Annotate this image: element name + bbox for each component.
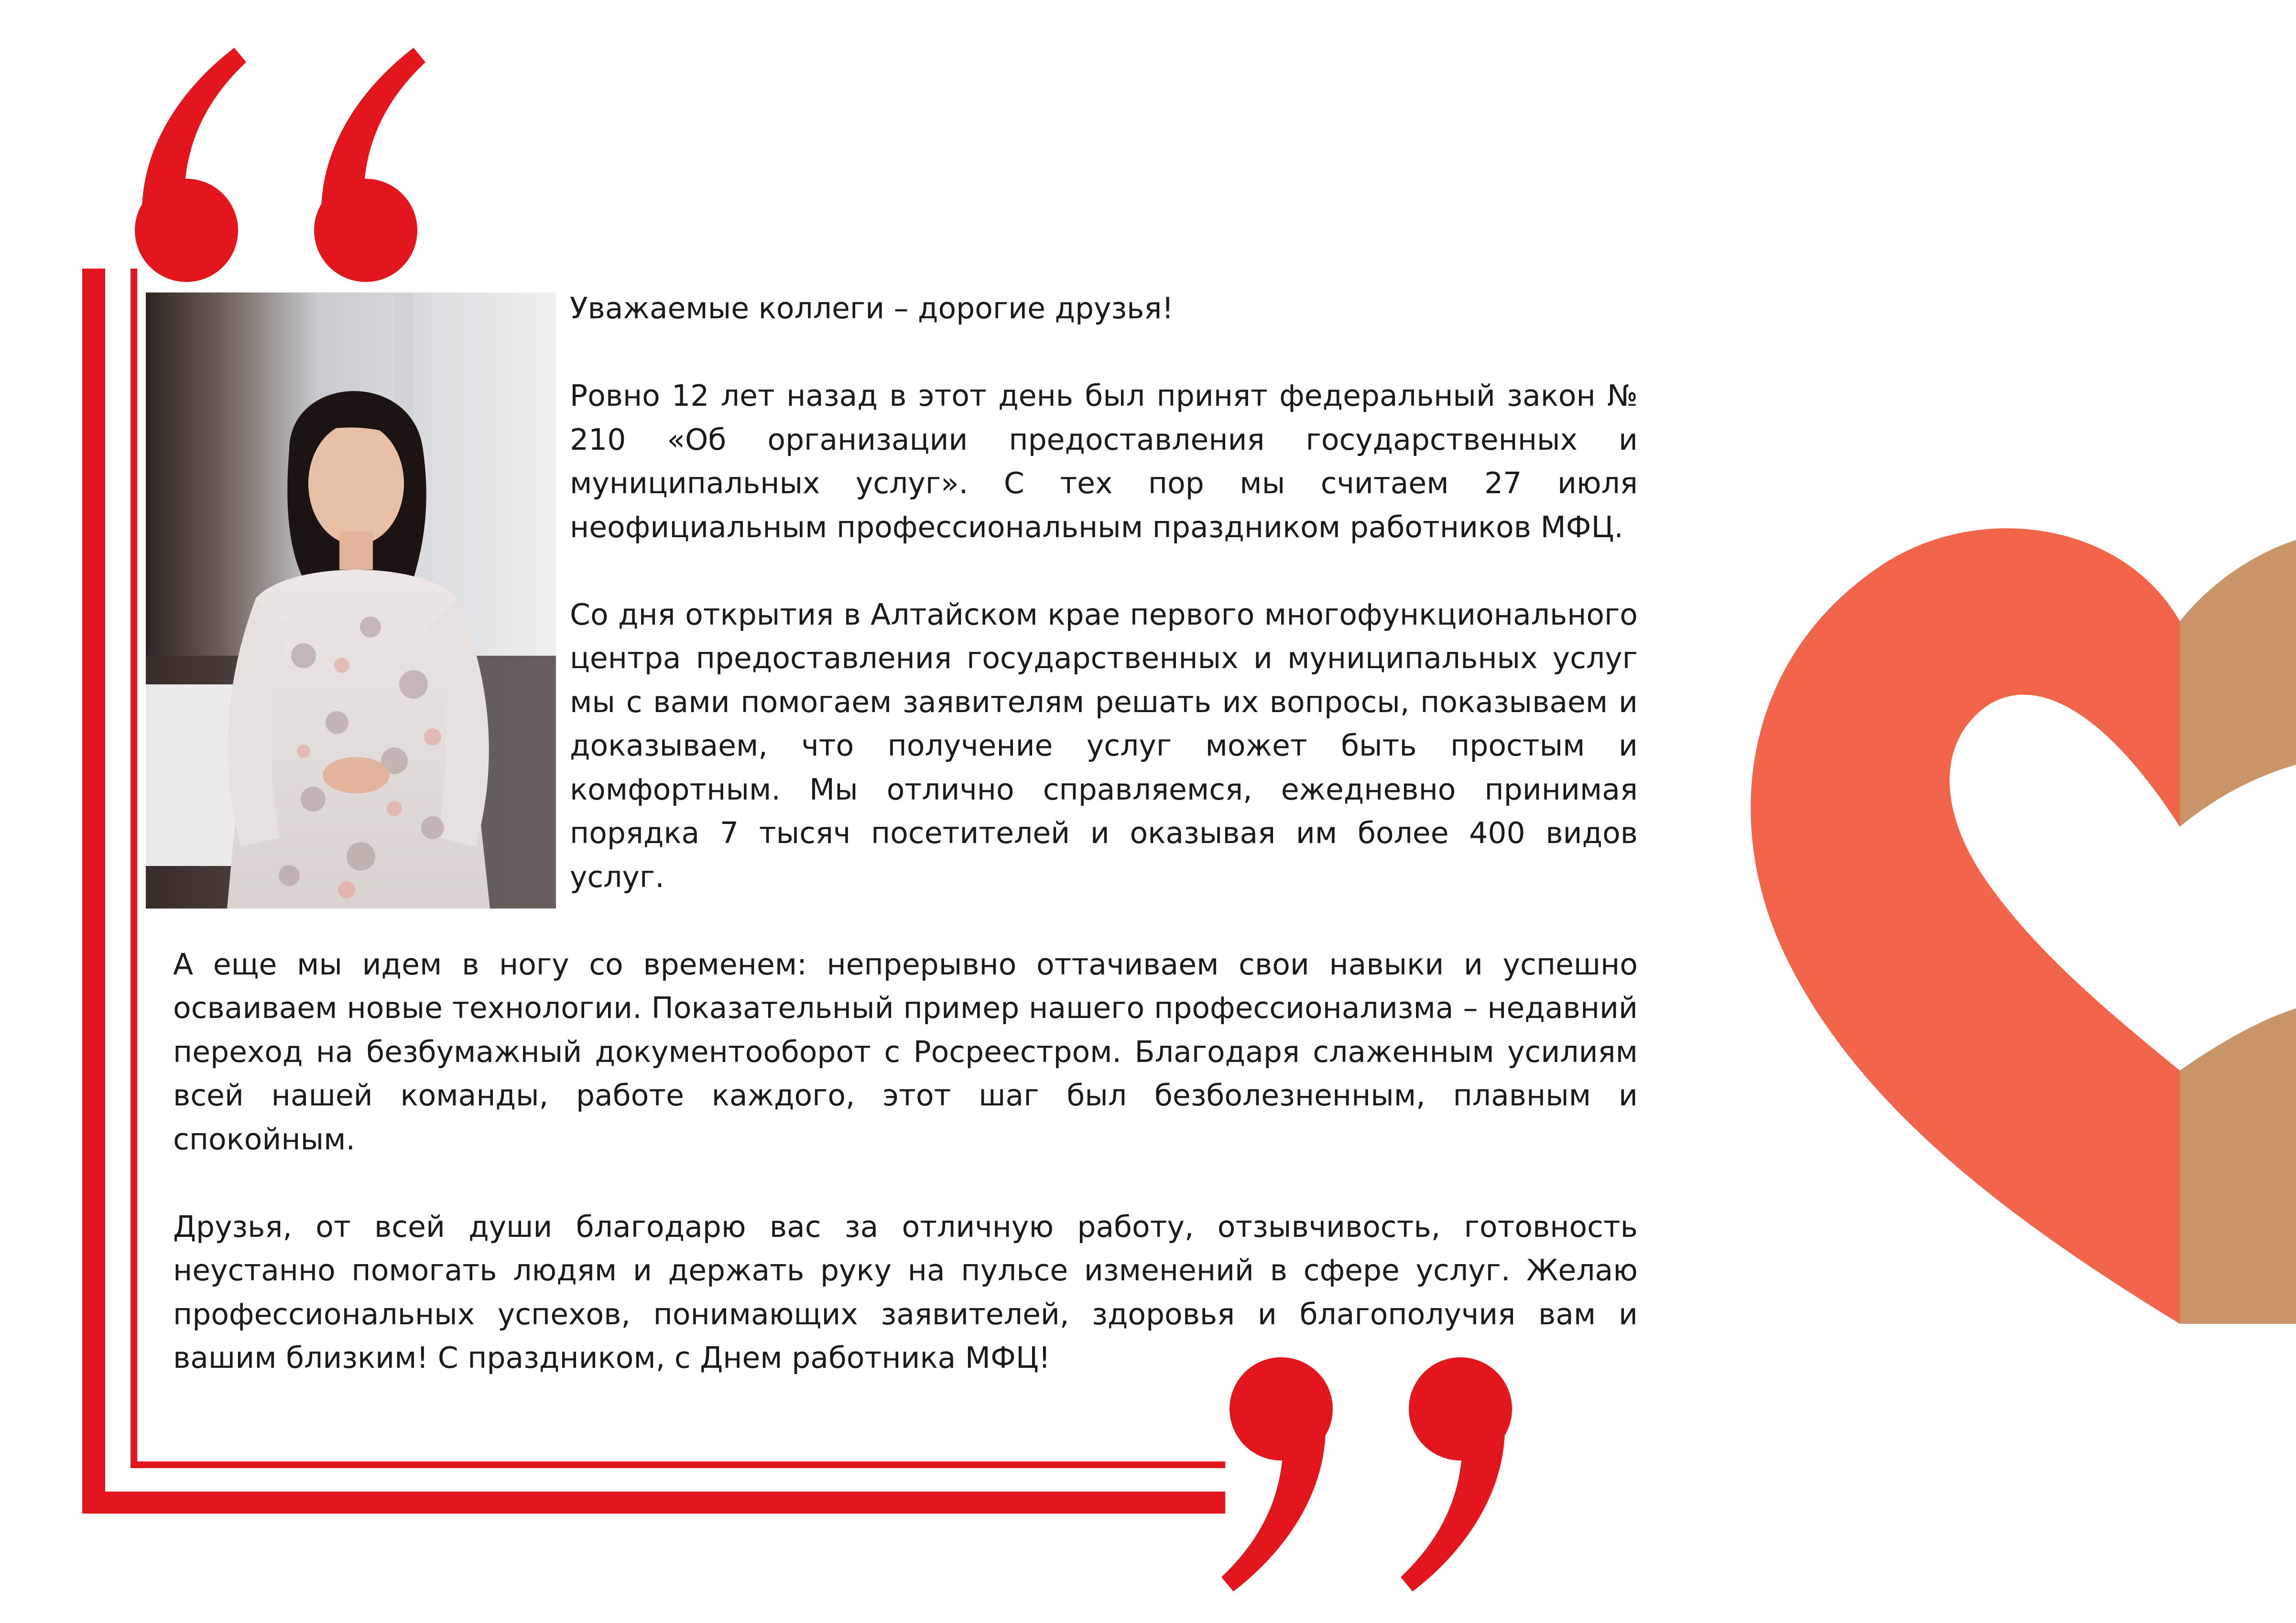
frame-outer-horizontal bbox=[82, 1492, 1225, 1514]
close-quote-icon bbox=[1214, 1357, 1530, 1596]
frame-inner-horizontal bbox=[131, 1461, 1225, 1468]
frame-inner-vertical bbox=[131, 269, 137, 1468]
letter-paragraph-3: А еще мы идем в ногу со временем: непрерывно оттачиваем свои навыки и успешно осваиваем новые технологии. Показательный пример нашего профессионализма – недавний переход на безбумажный документооборот с Росреестром. Благодаря слаженным усилиям всей нашей команды, работе каждого, этот шаг был безболезненным, плавным и спокойным. bbox=[173, 947, 1638, 1157]
letter-paragraph-1: Ровно 12 лет назад в этот день был принят федеральный закон № 210 «Об организации предоставления государственных и муниципальных услуг». С тех пор мы считаем 27 июля неофициальным профессиональным праздником работников МФЦ. bbox=[570, 379, 1638, 544]
photo-wrap-spacer bbox=[173, 287, 570, 918]
letter-greeting: Уважаемые коллеги – дорогие друзья! bbox=[570, 291, 1174, 325]
heart-logo-icon bbox=[1711, 521, 2296, 1324]
letter-paragraph-2: Со дня открытия в Алтайском крае первого многофункционального центра предоставления государственных и муниципальных услуг мы с вами помогаем заявителям решать их вопросы, показываем и доказываем, что получение услуг может быть простым и комфортным. Мы отлично справляемся, ежедневно принимая порядка 7 тысяч посетителей и оказывая им более 400 видов услуг. bbox=[570, 597, 1638, 894]
letter-body bbox=[173, 287, 1638, 1380]
open-quote-icon bbox=[124, 43, 440, 282]
letter-paragraph-4: Друзья, от всей души благодарю вас за отличную работу, отзывчивость, готовность неустанно помогать людям и держать руку на пульсе изменений в сфере услуг. Желаю профессиональных успехов, понимающих заявителей, здоровья и благополучия вам и вашим близким! С праздником, с Днем работника МФЦ! bbox=[173, 1209, 1638, 1375]
frame-outer-vertical bbox=[82, 269, 105, 1514]
